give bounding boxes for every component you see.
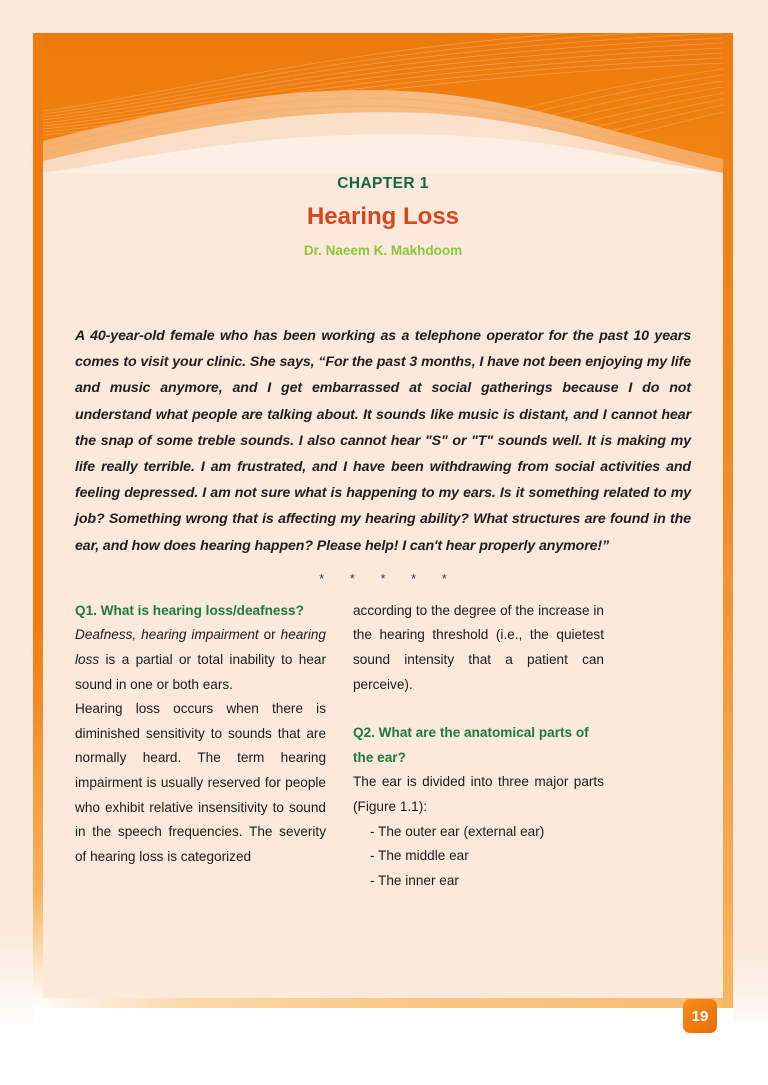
list-item: - The middle ear — [370, 848, 469, 864]
answer-italic-term-1: Deafness, hearing impairment — [75, 627, 259, 643]
left-column — [75, 599, 326, 894]
page-margin-bottom — [0, 1022, 768, 1085]
question-1-answer-continued: according to the degree of the increase in the hearing threshold (i.e., the quietest sound intensity that a patient can perceive). — [353, 602, 604, 692]
list-item: - The outer ear (external ear) — [370, 823, 545, 839]
page-margin-right — [733, 0, 768, 1085]
two-column-body — [75, 588, 691, 894]
column-spacer — [353, 697, 604, 721]
chapter-label: CHAPTER 1 — [337, 175, 429, 192]
page-frame-left — [33, 33, 43, 1008]
page-frame-white-bottom — [33, 1008, 733, 1022]
right-column — [353, 599, 604, 894]
answer-rest: is a partial or total inability to hear sound in one or both ears. — [75, 652, 326, 692]
section-separator: * * * * * — [319, 570, 458, 586]
title-block — [43, 173, 723, 261]
banner-wave-artwork — [43, 33, 723, 173]
question-1-answer-part2: Hearing loss occurs when there is diminished sensitivity to sounds that are normally heard. The term hearing impairment is usually reserved for people who exhibit relative insensitivity to sound in the speech frequencies. The severity of hearing loss is categorized — [75, 701, 326, 864]
case-vignette-text: A 40-year-old female who has been working as a telephone operator for the past 10 years comes to visit your clinic. She says, “For the past 3 months, I have not been enjoying my life and music anymore, and I get embarrassed at social gatherings because I do not understand what people are talking about. It sounds like music is distant, and I cannot hear the snap of some treble sounds. I also cannot hear "S" or "T" sounds well. It is making my life really terrible. I am frustrated, and I have been withdrawing from social activities and feeling depressed. I am not sure what is happening to my ears. Is it something related to my job? Something wrong that is affecting my hearing ability? What structures are found in the ear, and how does hearing happen? Please help! I can't hear properly anymore!” — [75, 328, 691, 554]
page-content — [43, 173, 723, 998]
page-frame-right — [723, 33, 733, 1008]
list-item: - The inner ear — [370, 872, 459, 888]
author-name: Dr. Naeem K. Makhdoom — [303, 243, 463, 258]
question-2-heading: Q2. What are the anatomical parts of the ear? — [353, 725, 589, 765]
header-banner-graphic — [43, 33, 723, 173]
ear-parts-list — [353, 820, 604, 894]
page-number-badge: 19 — [683, 999, 717, 1033]
question-1-heading: Q1. What is hearing loss/deafness? — [75, 602, 304, 618]
answer-italic-term-2: hearing loss — [75, 627, 326, 668]
answer-conjunction: or — [258, 627, 281, 643]
page-margin-left — [0, 0, 33, 1085]
question-2-answer: The ear is divided into three major parts (Figure 1.1): — [353, 774, 604, 814]
question-1-answer-part1 — [75, 623, 326, 697]
page-margin-top — [0, 0, 768, 33]
page-frame-bottom — [33, 998, 733, 1008]
page-title: Hearing Loss — [306, 203, 460, 230]
